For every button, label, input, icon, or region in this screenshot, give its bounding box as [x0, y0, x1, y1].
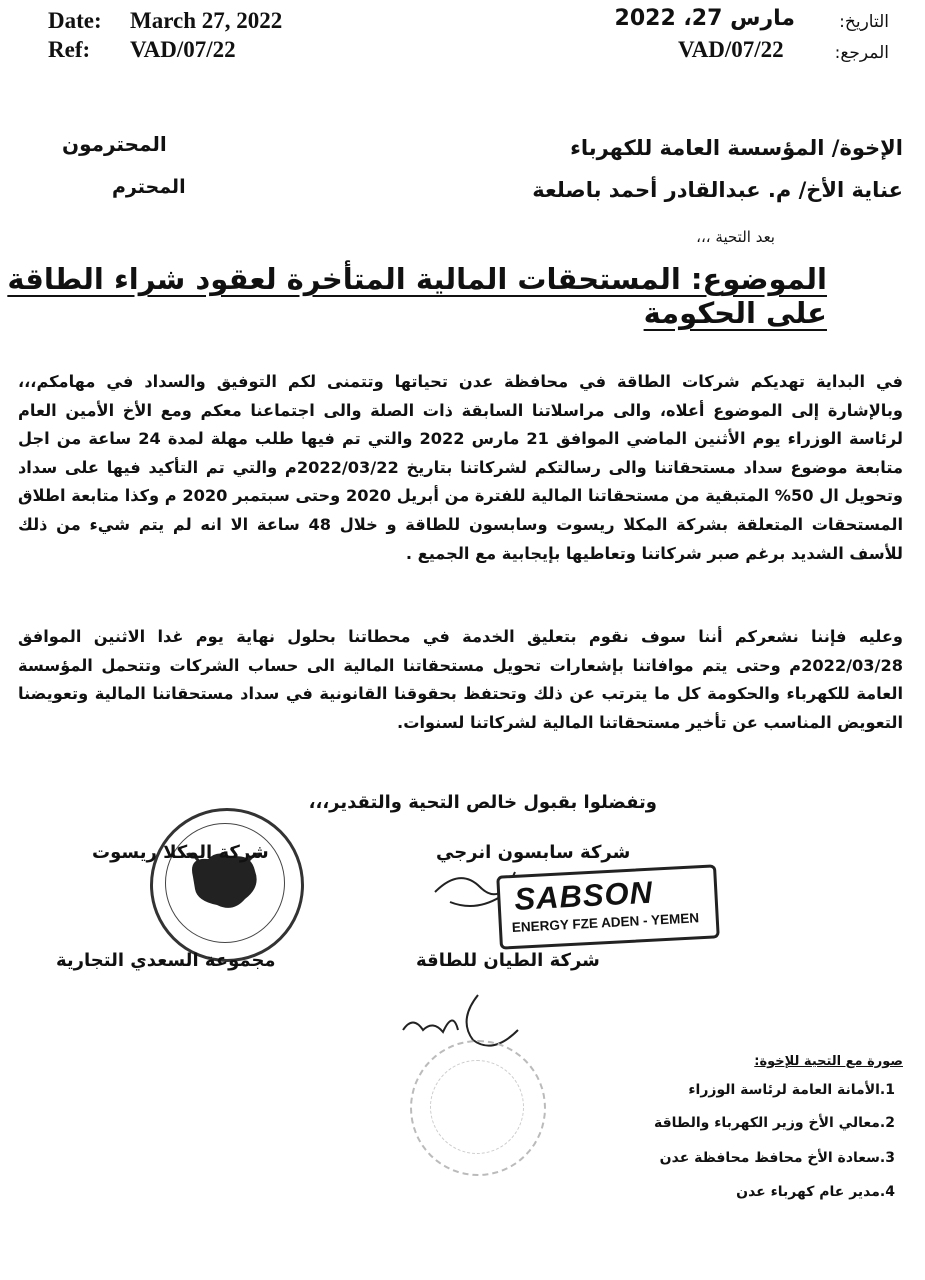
sabson-subtitle: ENERGY FZE ADEN - YEMEN [511, 910, 700, 936]
addressee-line1: الإخوة/ المؤسسة العامة للكهرباء [570, 136, 903, 160]
paragraph-1: في البداية تهديكم شركات الطاقة في محافظة عدن تحياتها وتتمنى لكم التوفيق والسداد في مهامكم،،، وبالإشارة إلى الموضوع أعلاه، والى مراسلاتنا السابقة ذات الصلة والى اجتماعنا معكم ومع الأخ الأمين العام لرئاسة الوزراء يوم الأثنين الماضي الموافق 21 مارس 2022 والتي تم فيها طلب مهلة لمدة 24 ساعة من اجل متابعة موضوع سداد مستحقاتنا والى رسالتكم لشركاتنا بتاريخ 2022/03/22م والتي تم التأكيد فيها على سداد وتحويل ال 50% المتبقية من مستحقاتنا المالية للفترة من أبريل 2020 وحتى سبتمبر 2020 م وكذا متابعة اطلاق المستحقات المتعلقة بشركة المكلا ريسوت وسابسون للطاقة و خلال 48 ساعة الا انه لم يتم شيء من ذلك للأسف الشديد برغم صبر شركاتنا وتعاطيها بإيجابية مع الجميع . [18, 372, 904, 563]
sabson-logo-text: SABSON [513, 874, 654, 917]
paragraph-2: وعليه فإننا نشعركم أننا سوف نقوم بتعليق الخدمة في محطاتنا بحلول نهاية يوم غدا الاثنين الموافق 2022/03/28م وحتى يتم موافاتنا بإشعارات تحويل مستحقاتنا المالية الى حساب الشركات وتتحمل المؤسسة العامة للكهرباء والحكومة كل ما يترتب عن ذلك وتحتفظ بحقوقنا القانونية في سداد مستحقاتنا المالية وتعويضنا التعويض المناسب عن تأخير مستحقاتنا المالية لشركاتنا لسنوات. [18, 627, 903, 732]
cc-item-4: 4.مدير عام كهرباء عدن [736, 1184, 895, 1200]
sabson-stamp [496, 864, 720, 949]
addressee-line1-honorific: المحترمون [62, 132, 167, 156]
signatory-alwan: شركة الطيان للطاقة [416, 950, 600, 971]
addressee-line2-honorific: المحترم [112, 176, 186, 198]
date-value-ar: مارس 27، 2022 [614, 6, 795, 31]
ref-value-en: VAD/07/22 [130, 37, 236, 62]
faint-stamp [410, 1040, 546, 1176]
signatory-saadi: مجموعة السعدي التجارية [56, 950, 276, 971]
subject: الموضوع: المستحقات المالية المتأخرة لعقود شراء الطاقة على الحكومة [7, 262, 827, 330]
ref-label-ar: المرجع: [834, 43, 889, 63]
addressee-line2: عناية الأخ/ م. عبدالقادر أحمد باصلعة [532, 178, 903, 202]
cc-item-3: 3.سعادة الأخ محافظ محافظة عدن [659, 1150, 895, 1166]
cc-item-2: 2.معالي الأخ وزير الكهرباء والطاقة [654, 1115, 895, 1131]
greeting: بعد التحية ،،، [696, 228, 775, 246]
date-value-en: March 27, 2022 [130, 8, 283, 33]
ref-label-en: Ref: [48, 37, 91, 62]
mukalla-stamp [150, 808, 304, 962]
date-label-en: Date: [48, 8, 102, 33]
signatory-mukalla: شركة المكلا ريسوت [92, 842, 269, 863]
cc-item-1: 1.الأمانة العامة لرئاسة الوزراء [688, 1082, 895, 1098]
ref-value-ar: VAD/07/22 [678, 37, 784, 62]
cc-title: صورة مع التحية للإخوة: [754, 1054, 903, 1069]
signatory-sabson: شركة سابسون انرجي [436, 842, 631, 863]
closing: وتفضلوا بقبول خالص التحية والتقدير،،، [308, 792, 657, 813]
date-label-ar: التاريخ: [839, 12, 889, 32]
